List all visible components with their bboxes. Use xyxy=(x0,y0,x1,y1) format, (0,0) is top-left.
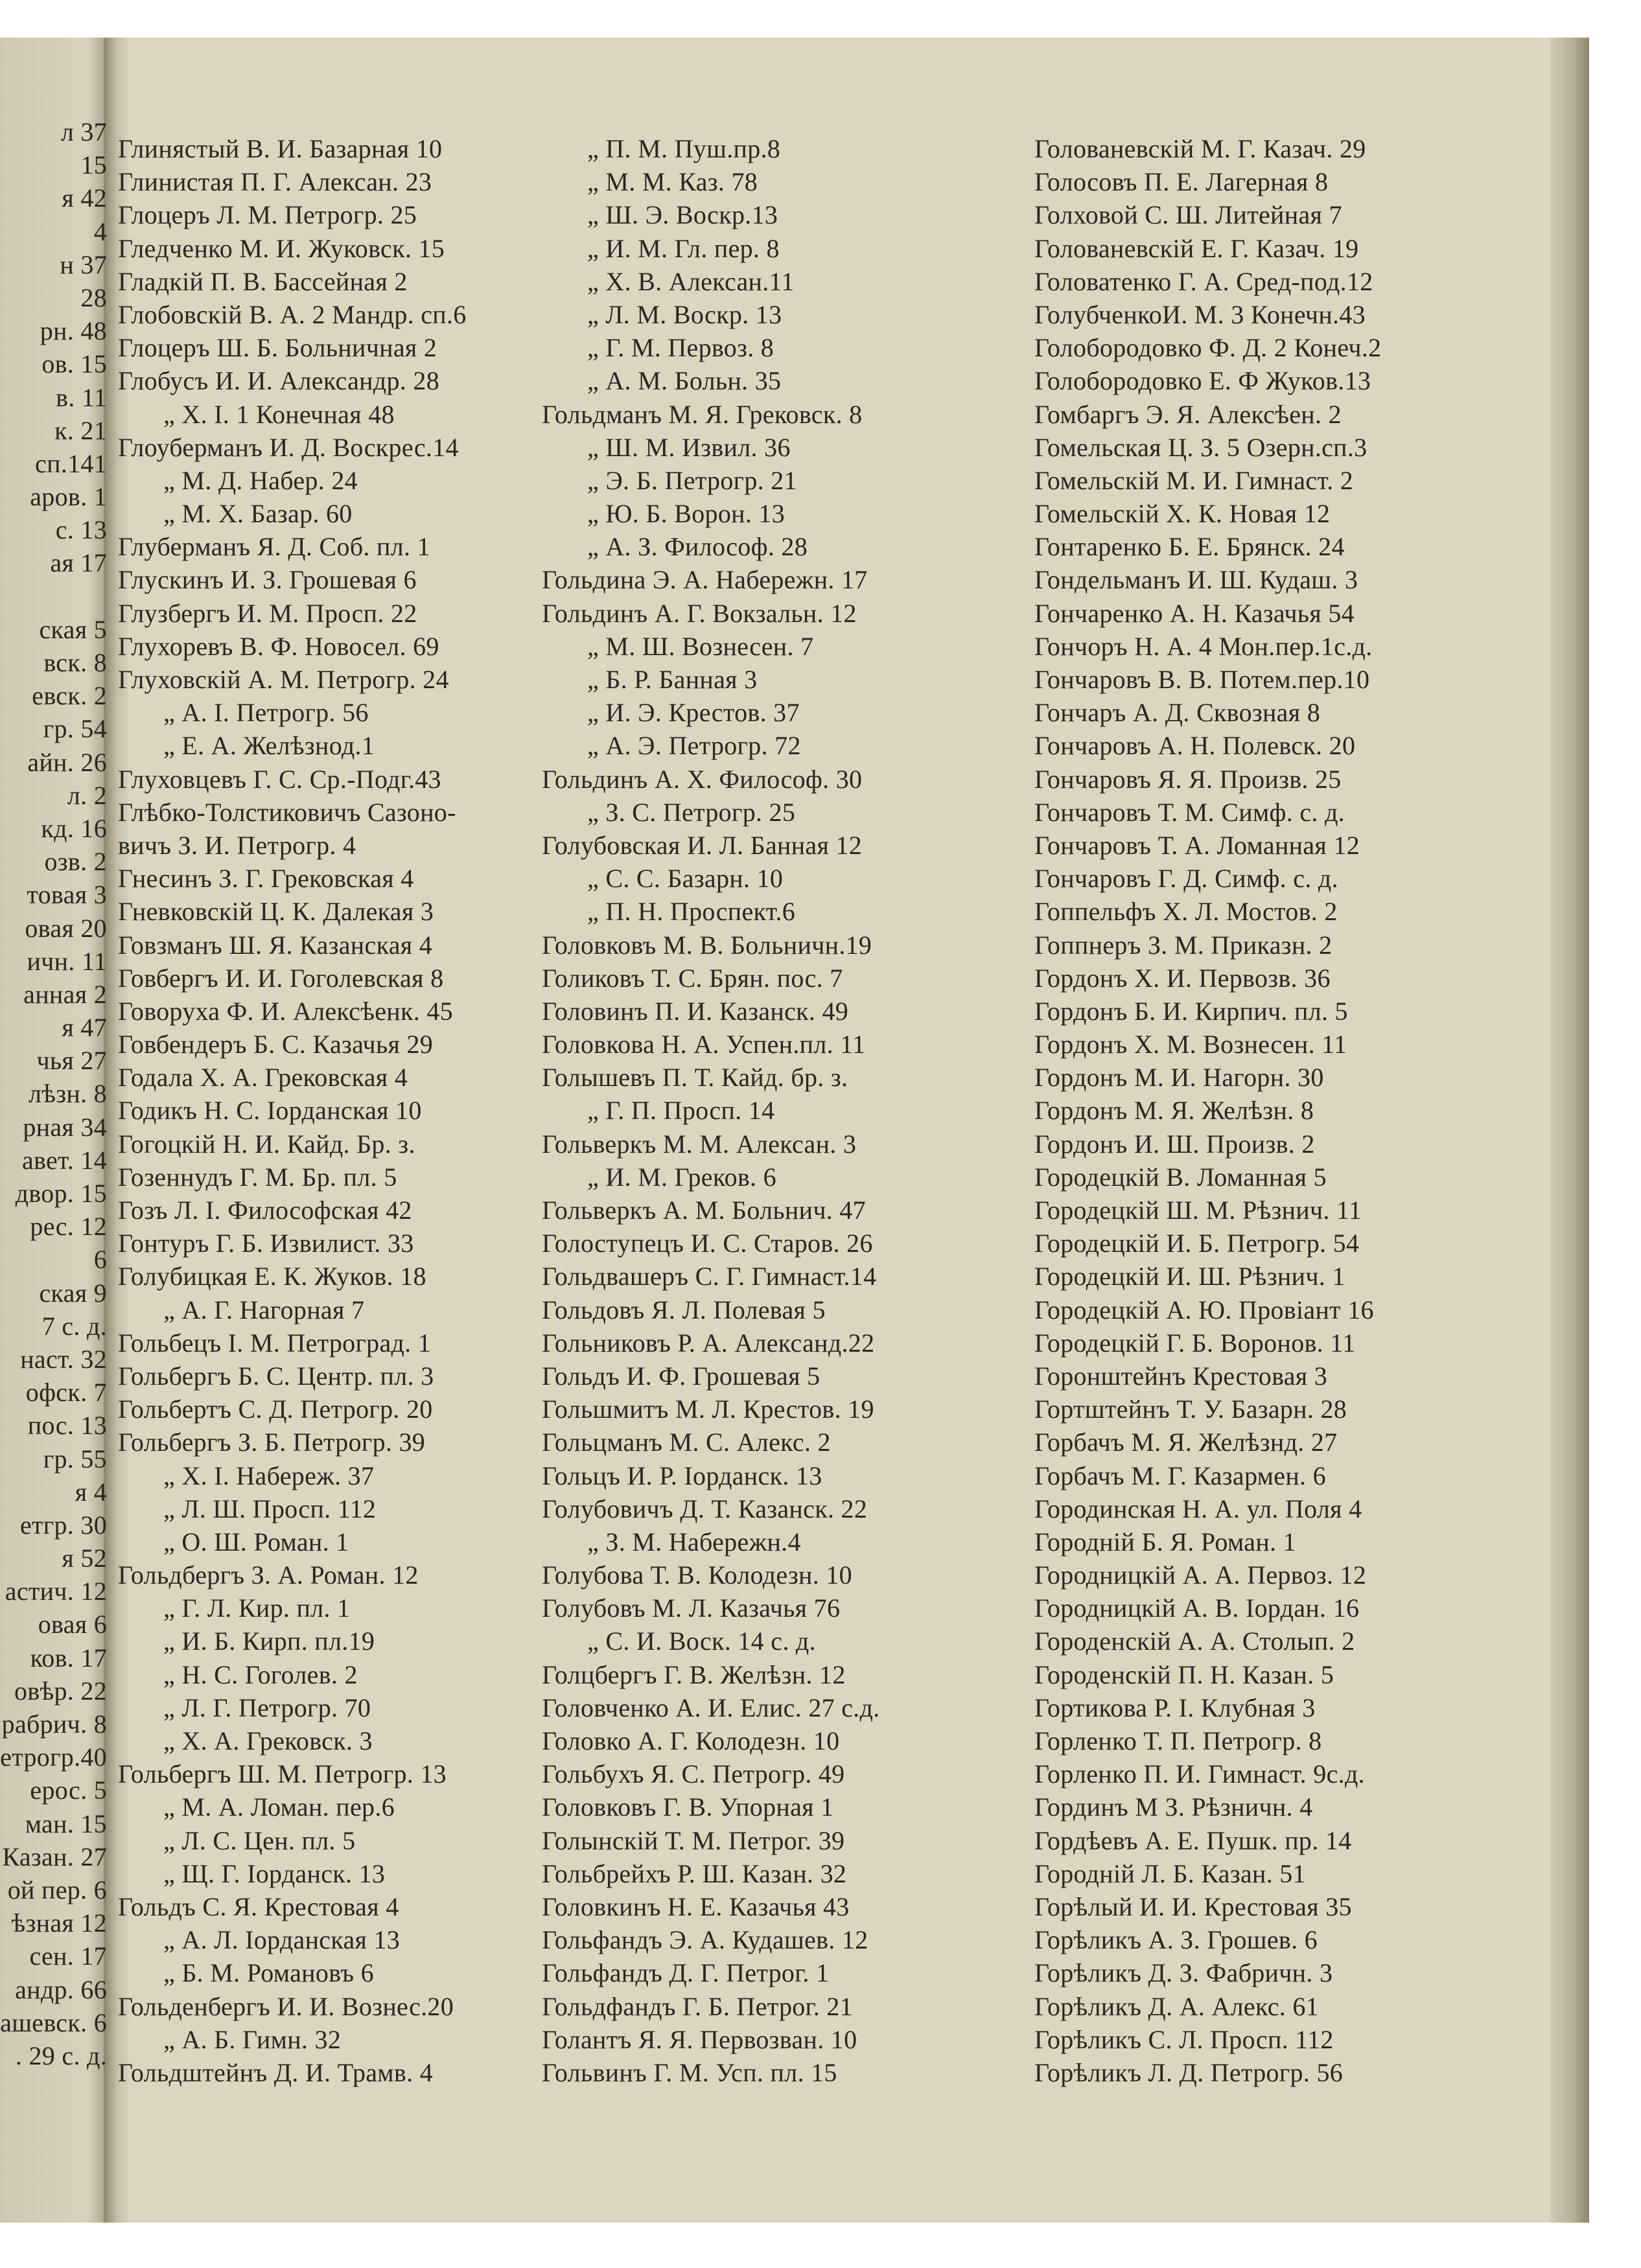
directory-entry: офск. 7 xyxy=(25,1378,107,1407)
directory-entry: Голховой С. Ш. Литейная 7 xyxy=(1034,200,1342,230)
directory-entry: Гольверкъ М. М. Алексан. 3 xyxy=(542,1129,857,1159)
directory-entry: Горѣликъ Л. Д. Петрогр. 56 xyxy=(1034,2057,1344,2087)
directory-entry: Головко А. Г. Колодезн. 10 xyxy=(542,1726,840,1755)
directory-entry: Гордонъ Х. М. Вознесен. 11 xyxy=(1034,1030,1347,1059)
directory-column-3 xyxy=(1034,132,1381,2089)
directory-entry: вичъ З. И. Петрогр. 4 xyxy=(118,830,356,860)
directory-entry: ман. 15 xyxy=(25,1809,107,1838)
directory-entry: Гольшмитъ М. Л. Крестов. 19 xyxy=(542,1394,874,1424)
directory-entry: „ Щ. Г. Іорданск. 13 xyxy=(163,1858,386,1888)
directory-entry: овѣр. 22 xyxy=(14,1676,107,1706)
directory-entry: „ Л. С. Цен. пл. 5 xyxy=(163,1825,356,1855)
directory-entry: гр. 55 xyxy=(43,1444,107,1474)
directory-entry: Гольдъ С. Я. Крестовая 4 xyxy=(118,1892,399,1921)
directory-entry: наст. 32 xyxy=(20,1344,107,1374)
directory-entry: Гольбрейхъ Р. Ш. Казан. 32 xyxy=(542,1858,847,1888)
directory-entry: ГолубченкоИ. М. 3 Конечн.43 xyxy=(1034,299,1366,329)
directory-entry: „ И. Б. Кирп. пл.19 xyxy=(163,1626,375,1656)
directory-entry: озв. 2 xyxy=(44,847,107,877)
directory-entry: Казан. 27 xyxy=(2,1842,107,1871)
directory-entry: Горбачъ М. Г. Казармен. 6 xyxy=(1034,1461,1326,1490)
directory-entry: Городецкій И. Б. Петрогр. 54 xyxy=(1034,1229,1360,1258)
directory-entry: Гольденбергъ И. И. Вознес.20 xyxy=(118,1991,454,2021)
directory-entry: вск. 8 xyxy=(43,648,107,677)
directory-entry: „ С. И. Воск. 14 с. д. xyxy=(587,1626,816,1656)
directory-entry: Гончоръ Н. А. 4 Мон.пер.1с.д. xyxy=(1034,631,1373,661)
directory-entry: „ Г. М. Первоз. 8 xyxy=(587,333,774,363)
directory-entry: „ А. М. Больн. 35 xyxy=(587,366,782,396)
directory-entry: ой пер. 6 xyxy=(7,1875,107,1904)
directory-entry: я 42 xyxy=(62,183,107,213)
directory-entry: Голышевъ П. Т. Кайд. бр. з. xyxy=(542,1063,848,1093)
directory-entry xyxy=(0,580,107,613)
directory-entry: 6 xyxy=(93,1245,107,1275)
directory-entry: Гомельскій М. И. Гимнаст. 2 xyxy=(1034,465,1354,495)
directory-entry: Гогоцкій Н. И. Кайд. Бр. з. xyxy=(118,1129,415,1159)
directory-entry: Глоуберманъ И. Д. Воскрес.14 xyxy=(118,432,459,462)
directory-entry: Голубовская И. Л. Банная 12 xyxy=(542,830,863,860)
directory-entry: Гомельская Ц. З. 5 Озерн.сп.3 xyxy=(1034,432,1368,462)
directory-entry: Горѣликъ Д. А. Алекс. 61 xyxy=(1034,1991,1319,2021)
directory-entry: „ Х. В. Алексан.11 xyxy=(587,266,795,296)
directory-entry: Глузбергъ И. М. Просп. 22 xyxy=(118,598,417,628)
directory-entry: „ Б. Р. Банная 3 xyxy=(587,665,758,694)
directory-entry: Гордонъ Б. И. Кирпич. пл. 5 xyxy=(1034,996,1348,1026)
directory-entry: „ Г. Л. Кир. пл. 1 xyxy=(163,1593,351,1623)
directory-entry: Гомбаргъ Э. Я. Алексѣен. 2 xyxy=(1034,399,1342,429)
directory-entry: Горбачъ М. Я. Желѣзнд. 27 xyxy=(1034,1428,1338,1457)
directory-entry: Голубовичъ Д. Т. Казанск. 22 xyxy=(542,1494,868,1523)
directory-entry: Говоруха Ф. И. Алексѣенк. 45 xyxy=(118,996,453,1026)
directory-entry: товая 3 xyxy=(27,880,107,910)
directory-entry: Горѣликъ Д. З. Фабричн. 3 xyxy=(1034,1958,1333,1988)
directory-entry: Гончаровъ Я. Я. Произв. 25 xyxy=(1034,764,1342,794)
directory-entry: ая 17 xyxy=(50,548,107,578)
directory-entry: Гольниковъ Р. А. Александ.22 xyxy=(542,1328,875,1358)
directory-entry: 7 с. д. xyxy=(41,1311,107,1341)
directory-entry: Голоступецъ И. С. Старов. 26 xyxy=(542,1229,873,1258)
directory-entry: Гнесинъ З. Г. Грековская 4 xyxy=(118,864,414,894)
directory-entry: Гневковскій Ц. К. Далекая 3 xyxy=(118,897,434,927)
directory-entry: анная 2 xyxy=(23,979,107,1009)
directory-entry: Городецкій Г. Б. Воронов. 11 xyxy=(1034,1328,1356,1358)
directory-entry: Голцбергъ Г. В. Желѣзн. 12 xyxy=(542,1660,846,1689)
directory-entry: овая 20 xyxy=(25,913,107,943)
directory-entry: Городецкій В. Ломанная 5 xyxy=(1034,1162,1327,1192)
directory-entry: Городецкій Ш. М. Рѣзнич. 11 xyxy=(1034,1196,1362,1225)
directory-entry: Глинястый В. И. Базарная 10 xyxy=(118,134,443,163)
directory-entry: „ Г. П. Просп. 14 xyxy=(587,1096,775,1126)
directory-entry: Гольдина Э. А. Набережн. 17 xyxy=(542,565,868,595)
directory-entry: Гладкій П. В. Бассейная 2 xyxy=(118,266,408,296)
directory-entry: Гончаровъ А. Н. Полевск. 20 xyxy=(1034,731,1356,761)
directory-entry: н 37 xyxy=(60,249,107,279)
directory-entry: „ Н. С. Гоголев. 2 xyxy=(163,1660,358,1689)
directory-entry: „ А. Л. Іорданская 13 xyxy=(163,1925,401,1955)
directory-entry: Гордонъ И. Ш. Произв. 2 xyxy=(1034,1129,1315,1159)
directory-entry: Голубицкая Е. К. Жуков. 18 xyxy=(118,1262,426,1291)
directory-entry: Глускинъ И. З. Грошевая 6 xyxy=(118,565,417,595)
directory-entry: Голобородовко Е. Ф Жуков.13 xyxy=(1034,366,1371,396)
directory-entry: Голованевскій Е. Г. Казач. 19 xyxy=(1034,233,1359,263)
directory-entry: Гончаровъ Т. М. Симф. с. д. xyxy=(1034,797,1345,827)
directory-entry: Гольбецъ І. М. Петроград. 1 xyxy=(118,1328,432,1358)
directory-entry: „ А. Э. Петрогр. 72 xyxy=(587,731,801,761)
directory-entry: „ Ш. Э. Воскр.13 xyxy=(587,200,778,230)
directory-entry: андр. 66 xyxy=(15,1974,107,2004)
directory-entry: Гончаровъ Т. А. Ломанная 12 xyxy=(1034,830,1360,860)
directory-entry: „ Х. І. Набереж. 37 xyxy=(163,1461,375,1490)
directory-entry: „ М. А. Ломан. пер.6 xyxy=(163,1792,395,1822)
directory-entry: Головинъ П. И. Казанск. 49 xyxy=(542,996,849,1026)
directory-entry: „ П. Н. Проспект.6 xyxy=(587,897,796,927)
directory-entry: Горѣликъ С. Л. Просп. 112 xyxy=(1034,2024,1334,2054)
directory-entry: Голубова Т. В. Колодезн. 10 xyxy=(542,1560,852,1590)
directory-entry: Гольцманъ М. С. Алекс. 2 xyxy=(542,1428,831,1457)
directory-entry: Годикъ Н. С. Іорданская 10 xyxy=(118,1096,422,1126)
directory-entry: Городенскій П. Н. Казан. 5 xyxy=(1034,1660,1334,1689)
directory-entry: етрогр.40 xyxy=(0,1742,107,1772)
directory-entry: Гончаровъ Г. Д. Симф. с. д. xyxy=(1034,864,1338,894)
directory-entry: Глинистая П. Г. Алексан. 23 xyxy=(118,167,432,197)
directory-entry: Городній Л. Б. Казан. 51 xyxy=(1034,1858,1306,1888)
directory-entry: Гончаръ А. Д. Сквозная 8 xyxy=(1034,698,1321,728)
directory-entry: л. 2 xyxy=(67,780,107,810)
directory-entry: астич. 12 xyxy=(5,1577,107,1606)
directory-entry: Гозъ Л. І. Философская 42 xyxy=(118,1196,412,1225)
directory-entry: Гольдъ И. Ф. Грошевая 5 xyxy=(542,1361,820,1391)
directory-entry: Гонтуръ Г. Б. Извилист. 33 xyxy=(118,1229,414,1258)
directory-entry: сп.141 xyxy=(35,448,107,478)
directory-entry: Гордонъ Х. И. Первозв. 36 xyxy=(1034,963,1331,993)
directory-entry: ѣзная 12 xyxy=(11,1908,107,1938)
directory-entry: Гольфандъ Д. Г. Петрог. 1 xyxy=(542,1958,830,1988)
directory-entry: рабрич. 8 xyxy=(1,1709,107,1739)
directory-entry: Городинская Н. А. ул. Поля 4 xyxy=(1034,1494,1362,1523)
directory-entry: ичн. 11 xyxy=(27,946,107,976)
directory-entry: „ Х. І. 1 Конечная 48 xyxy=(163,399,395,429)
directory-entry: Голиковъ Т. С. Брян. пос. 7 xyxy=(542,963,843,993)
directory-entry: я 4 xyxy=(75,1477,107,1507)
directory-entry: овая 6 xyxy=(38,1610,107,1639)
directory-entry: Глобовскій В. А. 2 Мандр. сп.6 xyxy=(118,299,467,329)
directory-entry: Гордонъ М. Я. Желѣзн. 8 xyxy=(1034,1096,1314,1126)
directory-entry: евск. 2 xyxy=(32,681,107,711)
directory-entry: ерос. 5 xyxy=(30,1776,107,1805)
directory-entry: „ П. М. Пуш.пр.8 xyxy=(587,134,781,163)
directory-entry: л 37 xyxy=(60,117,107,146)
directory-entry: Гольвинъ Г. М. Усп. пл. 15 xyxy=(542,2057,837,2087)
directory-entry: Глоцеръ Л. М. Петрогр. 25 xyxy=(118,200,417,230)
directory-entry: „ Ш. М. Извил. 36 xyxy=(587,432,791,462)
directory-entry: „ Л. Г. Петрогр. 70 xyxy=(163,1693,371,1722)
directory-entry: Гончаренко А. Н. Казачья 54 xyxy=(1034,598,1355,628)
directory-entry: „ М. М. Каз. 78 xyxy=(587,167,758,197)
directory-entry: Гольбертъ С. Д. Петрогр. 20 xyxy=(118,1394,433,1424)
directory-entry: айн. 26 xyxy=(27,747,107,777)
directory-entry: Гомельскій Х. К. Новая 12 xyxy=(1034,499,1331,529)
directory-entry: „ Б. М. Романовъ 6 xyxy=(163,1958,374,1988)
directory-entry: с. 13 xyxy=(55,515,107,545)
directory-entry: Горонштейнъ Крестовая 3 xyxy=(1034,1361,1328,1391)
directory-entry: Говбергъ И. И. Гоголевская 8 xyxy=(118,963,444,993)
directory-entry: Гольдфандъ Г. Б. Петрог. 21 xyxy=(542,1991,853,2021)
directory-entry: „ И. М. Греков. 6 xyxy=(587,1162,776,1192)
directory-entry: я 47 xyxy=(62,1013,107,1043)
directory-entry: Гольфандъ Э. А. Кудашев. 12 xyxy=(542,1925,868,1955)
directory-entry: „ А. І. Петрогр. 56 xyxy=(163,698,369,728)
directory-entry: Глуховцевъ Г. С. Ср.-Подг.43 xyxy=(118,764,441,794)
directory-entry: Глѣбко-Толстиковичъ Сазоно- xyxy=(118,797,456,827)
directory-entry: „ М. Х. Базар. 60 xyxy=(163,499,353,529)
directory-column-1 xyxy=(118,132,467,2089)
directory-entry: Гортикова Р. І. Клубная 3 xyxy=(1034,1693,1316,1722)
directory-entry: Гоппнеръ З. М. Приказн. 2 xyxy=(1034,930,1333,960)
directory-entry: рес. 12 xyxy=(30,1212,107,1242)
directory-entry: я 52 xyxy=(62,1544,107,1573)
directory-entry: Гольбергъ З. Б. Петрогр. 39 xyxy=(118,1428,426,1457)
directory-entry: Глуховскій А. М. Петрогр. 24 xyxy=(118,665,449,694)
directory-entry: Гордонъ М. И. Нагорн. 30 xyxy=(1034,1063,1324,1093)
directory-entry: Горленко Т. П. Петрогр. 8 xyxy=(1034,1726,1322,1755)
directory-entry: „ М. Ш. Вознесен. 7 xyxy=(587,631,814,661)
directory-entry: 4 xyxy=(93,216,107,246)
directory-entry: Голобородовко Ф. Д. 2 Конеч.2 xyxy=(1034,333,1382,363)
directory-entry: Городній Б. Я. Роман. 1 xyxy=(1034,1527,1296,1556)
directory-entry: Голованевскій М. Г. Казач. 29 xyxy=(1034,134,1366,163)
directory-entry: Говзманъ Ш. Я. Казанская 4 xyxy=(118,930,433,960)
directory-entry: Гончаровъ В. В. Потем.пер.10 xyxy=(1034,665,1370,694)
directory-entry: рная 34 xyxy=(23,1112,107,1142)
directory-entry: Гольверкъ А. М. Больнич. 47 xyxy=(542,1196,866,1225)
directory-entry: ская 5 xyxy=(39,614,107,644)
directory-entry: Гледченко М. И. Жуковск. 15 xyxy=(118,233,445,263)
directory-entry: „ И. Э. Крестов. 37 xyxy=(587,698,800,728)
directory-entry: Гозеннудъ Г. М. Бр. пл. 5 xyxy=(118,1162,397,1192)
directory-entry: Городницкій А. В. Іордан. 16 xyxy=(1034,1593,1360,1623)
directory-entry: лѣзн. 8 xyxy=(29,1079,107,1109)
directory-entry: „ Л. М. Воскр. 13 xyxy=(587,299,782,329)
directory-entry: аров. 1 xyxy=(30,482,107,512)
directory-entry: Головченко А. И. Елис. 27 с.д. xyxy=(542,1693,880,1722)
directory-entry: Головатенко Г. А. Сред-под.12 xyxy=(1034,266,1373,296)
directory-entry: Голантъ Я. Я. Первозван. 10 xyxy=(542,2024,857,2054)
directory-entry: „ А. Г. Нагорная 7 xyxy=(163,1295,365,1325)
directory-entry: Глобусъ И. И. Александр. 28 xyxy=(118,366,440,396)
directory-entry: Голосовъ П. Е. Лагерная 8 xyxy=(1034,167,1329,197)
directory-column-2 xyxy=(542,132,880,2089)
directory-entry: чья 27 xyxy=(36,1046,107,1076)
directory-entry: „ А. З. Философ. 28 xyxy=(587,532,808,562)
directory-entry: Городенскій А. А. Столып. 2 xyxy=(1034,1626,1355,1656)
directory-entry: „ И. М. Гл. пер. 8 xyxy=(587,233,780,263)
directory-entry: „ З. М. Набережн.4 xyxy=(587,1527,801,1556)
directory-entry: Гордѣевъ А. Е. Пушк. пр. 14 xyxy=(1034,1825,1352,1855)
page-edge-right xyxy=(1550,38,1589,2223)
directory-entry: Головкинъ Н. Е. Казачья 43 xyxy=(542,1892,850,1921)
directory-entry: Горленко П. И. Гимнаст. 9с.д. xyxy=(1034,1759,1365,1789)
directory-entry: Головковъ Г. В. Упорная 1 xyxy=(542,1792,834,1822)
directory-entry: „ М. Д. Набер. 24 xyxy=(163,465,358,495)
directory-entry: Гординъ М З. Рѣзничн. 4 xyxy=(1034,1792,1313,1822)
directory-entry: Гольбергъ Б. С. Центр. пл. 3 xyxy=(118,1361,434,1391)
directory-entry: Гольцъ И. Р. Іорданск. 13 xyxy=(542,1461,822,1490)
directory-entry: ков. 17 xyxy=(30,1643,107,1672)
directory-entry: Гоппельфъ Х. Л. Мостов. 2 xyxy=(1034,897,1338,927)
directory-entry: ашевск. 6 xyxy=(0,2008,107,2037)
directory-entry: Городецкій И. Ш. Рѣзнич. 1 xyxy=(1034,1262,1345,1291)
directory-entry: Головкова Н. А. Успен.пл. 11 xyxy=(542,1030,866,1059)
directory-entry: Говбендеръ Б. С. Казачья 29 xyxy=(118,1030,434,1059)
directory-entry: . 29 с. д. xyxy=(15,2041,107,2070)
directory-entry: Годала Х. А. Грековская 4 xyxy=(118,1063,408,1093)
directory-entry: „ Л. Ш. Просп. 112 xyxy=(163,1494,377,1523)
directory-entry: Гонтаренко Б. Е. Брянск. 24 xyxy=(1034,532,1345,562)
directory-entry: Головковъ М. В. Больничн.19 xyxy=(542,930,872,960)
directory-entry: 28 xyxy=(80,283,107,312)
directory-entry: Гольдовъ Я. Л. Полевая 5 xyxy=(542,1295,826,1325)
directory-entry: „ А. Б. Гимн. 32 xyxy=(163,2024,342,2054)
directory-entry: „ О. Ш. Роман. 1 xyxy=(163,1527,349,1556)
directory-entry: сен. 17 xyxy=(29,1941,107,1971)
directory-entry: Горѣликъ А. З. Грошев. 6 xyxy=(1034,1925,1318,1955)
directory-entry: Гольдбергъ З. А. Роман. 12 xyxy=(118,1560,419,1590)
directory-entry: Гольбухъ Я. С. Петрогр. 49 xyxy=(542,1759,845,1789)
previous-page-fragments xyxy=(0,115,107,2072)
directory-entry: Гольдманъ М. Я. Грековск. 8 xyxy=(542,399,863,429)
directory-entry: „ Е. А. Желѣзнод.1 xyxy=(163,731,375,761)
directory-entry: Голынскій Т. М. Петрог. 39 xyxy=(542,1825,845,1855)
directory-entry: етгр. 30 xyxy=(19,1510,107,1540)
directory-entry: „ Э. Б. Петрогр. 21 xyxy=(587,465,797,495)
directory-entry: „ Х. А. Грековск. 3 xyxy=(163,1726,373,1755)
directory-entry: Гольбергъ Ш. М. Петрогр. 13 xyxy=(118,1759,447,1789)
directory-entry: ов. 15 xyxy=(41,349,107,379)
directory-entry: пос. 13 xyxy=(27,1411,107,1441)
directory-entry: Гольдинъ А. Х. Философ. 30 xyxy=(542,764,863,794)
directory-entry: Гондельманъ И. Ш. Кудаш. 3 xyxy=(1034,565,1358,595)
directory-entry: Глуберманъ Я. Д. Соб. пл. 1 xyxy=(118,532,430,562)
directory-entry: Горѣлый И. И. Крестовая 35 xyxy=(1034,1892,1352,1921)
directory-entry: Городницкій А. А. Первоз. 12 xyxy=(1034,1560,1367,1590)
directory-entry: „ З. С. Петрогр. 25 xyxy=(587,797,796,827)
directory-entry: ская 9 xyxy=(39,1278,107,1308)
directory-entry: Глоцеръ Ш. Б. Больничная 2 xyxy=(118,333,437,363)
directory-entry: Голубовъ М. Л. Казачья 76 xyxy=(542,1593,841,1623)
directory-entry: Гольдштейнъ Д. И. Трамв. 4 xyxy=(118,2057,434,2087)
directory-entry: „ Ю. Б. Ворон. 13 xyxy=(587,499,786,529)
directory-entry: двор. 15 xyxy=(15,1179,107,1208)
directory-entry: Глухоревъ В. Ф. Новосел. 69 xyxy=(118,631,439,661)
directory-entry: Гольдинъ А. Г. Вокзальн. 12 xyxy=(542,598,857,628)
directory-entry: Гортштейнъ Т. У. Базарн. 28 xyxy=(1034,1394,1347,1424)
directory-entry: авет. 14 xyxy=(21,1145,107,1175)
directory-entry: Городецкій А. Ю. Провіант 16 xyxy=(1034,1295,1374,1325)
directory-entry: рн. 48 xyxy=(40,316,107,346)
directory-entry: в. 11 xyxy=(56,382,107,412)
directory-entry: 15 xyxy=(80,150,107,180)
directory-entry: к. 21 xyxy=(54,415,107,445)
directory-entry: кд. 16 xyxy=(41,813,107,843)
directory-entry: „ С. С. Базарн. 10 xyxy=(587,864,784,894)
directory-entry: Гольдвашеръ С. Г. Гимнаст.14 xyxy=(542,1262,877,1291)
directory-entry: гр. 54 xyxy=(43,714,107,744)
scanned-page xyxy=(0,38,1589,2223)
